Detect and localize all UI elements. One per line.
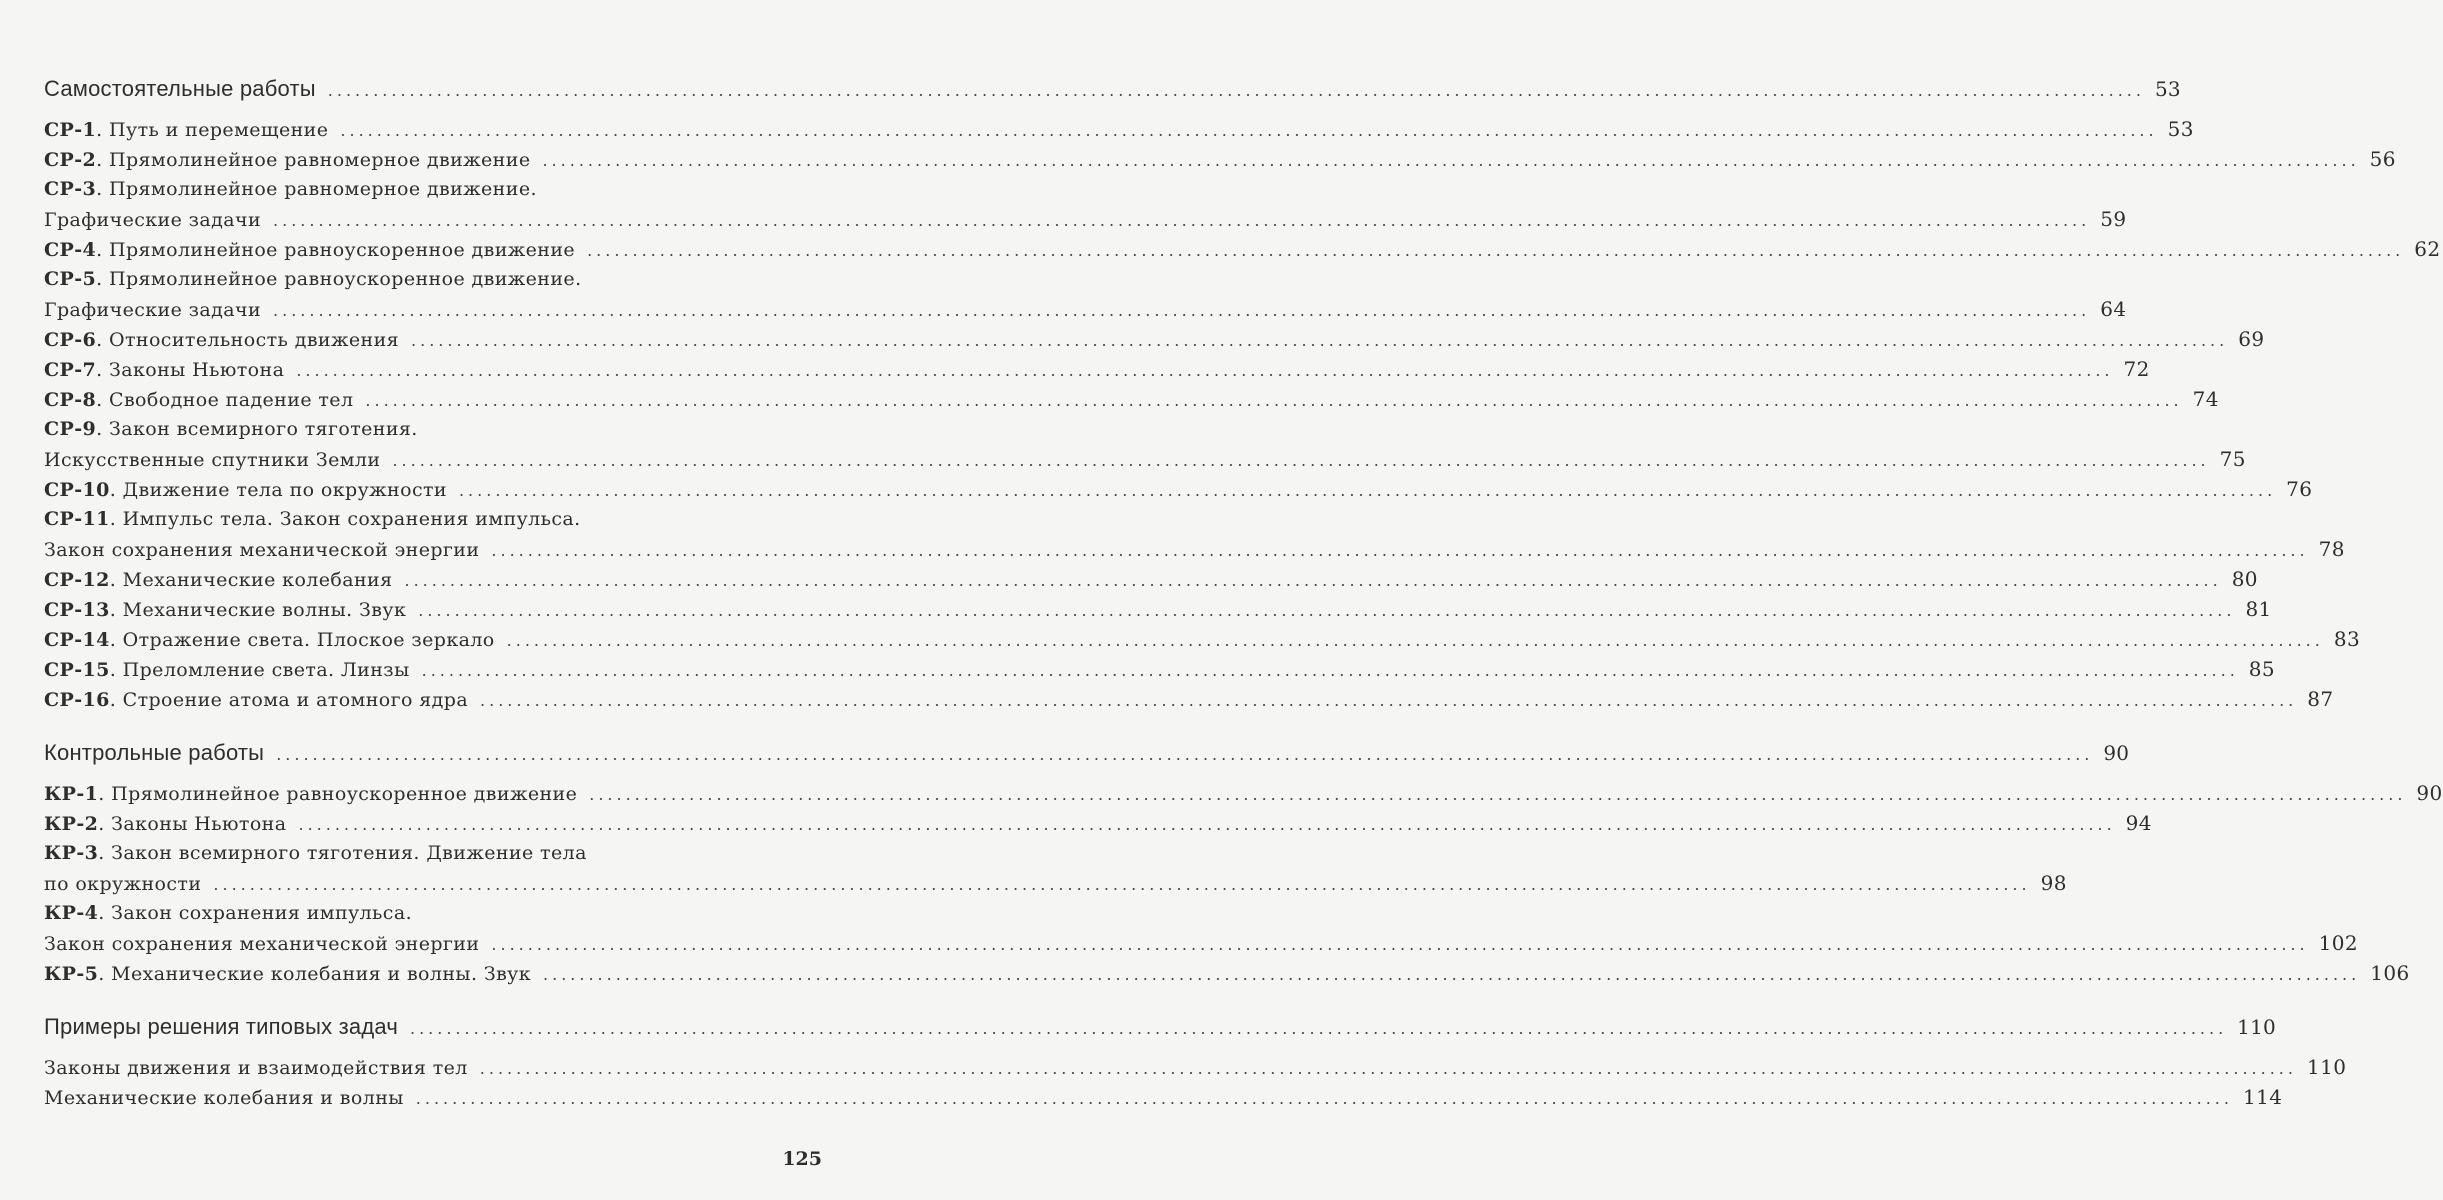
dot-leader: ........................................................................................................................................................................................................: [542, 151, 2360, 170]
entry-separator: .: [96, 329, 110, 351]
section-title: Примеры решения типовых задач: [44, 1014, 398, 1039]
entry-page: 56: [2369, 147, 2396, 171]
toc-entry: [44, 474, 2313, 504]
toc-entry-continuation: [44, 444, 2246, 474]
entry-title-continued: Графические задачи: [44, 209, 262, 231]
entry-page: 85: [2248, 657, 2276, 681]
dot-leader: ........................................................................................................................................................................................................: [392, 451, 2210, 470]
section-page: 53: [2154, 77, 2181, 101]
dot-leader: ........................................................................................................................................................................................................: [409, 1019, 2228, 1038]
entry-page: 72: [2123, 357, 2150, 381]
entry-separator: .: [96, 268, 110, 290]
toc-entry: [44, 384, 2219, 414]
entry-page: 75: [2219, 447, 2246, 471]
entry-page: 94: [2125, 811, 2152, 835]
dot-leader: ........................................................................................................................................................................................................: [365, 391, 2183, 410]
entry-title: Преломление света. Линзы: [122, 659, 410, 681]
entry-page: 76: [2286, 477, 2313, 501]
entry-separator: .: [109, 689, 123, 711]
dot-leader: ........................................................................................................................................................................................................: [273, 211, 2091, 230]
toc-entry-continuation: [44, 534, 2345, 564]
entry-separator: .: [96, 119, 110, 141]
dot-leader: ........................................................................................................................................................................................................: [213, 875, 2031, 894]
dot-leader: ........................................................................................................................................................................................................: [296, 361, 2114, 380]
dot-leader: ........................................................................................................................................................................................................: [298, 815, 2116, 834]
toc-entry: [44, 114, 2194, 144]
entry-title: Прямолинейное равномерное движение: [109, 149, 531, 171]
entry-code: СР-14: [44, 629, 110, 651]
entry-page: 64: [2100, 297, 2127, 321]
toc-entry-continuation: [44, 204, 2127, 234]
entry-title: Прямолинейное равноускоренное движение: [111, 783, 578, 805]
dot-leader: ........................................................................................................................................................................................................: [543, 965, 2361, 984]
entry-separator: .: [98, 842, 112, 864]
dot-leader: ........................................................................................................................................................................................................: [589, 785, 2407, 804]
dot-leader: ........................................................................................................................................................................................................: [421, 661, 2239, 680]
entry-title-continued: Закон сохранения механической энергии: [44, 539, 480, 561]
dot-leader: ........................................................................................................................................................................................................: [491, 541, 2309, 560]
entry-title: Механические волны. Звук: [122, 599, 407, 621]
toc-entry: [44, 144, 2396, 174]
entry-separator: .: [109, 659, 123, 681]
entry-separator: .: [98, 813, 112, 835]
toc-entry: [44, 778, 2443, 808]
toc-entry: [44, 654, 2276, 684]
entry-code: СР-2: [44, 149, 97, 171]
dot-leader: ........................................................................................................................................................................................................: [404, 571, 2222, 590]
entry-code: СР-6: [44, 329, 97, 351]
entry-separator: .: [109, 479, 123, 501]
entry-separator: .: [98, 963, 112, 985]
entry-title-continued: Искусственные спутники Земли: [44, 449, 381, 471]
entry-page: 78: [2318, 537, 2345, 561]
entry-separator: .: [109, 599, 123, 621]
entry-title: Закон сохранения импульса.: [111, 902, 413, 924]
entry-separator: .: [96, 149, 110, 171]
dot-leader: ........................................................................................................................................................................................................: [340, 121, 2158, 140]
dot-leader: ........................................................................................................................................................................................................: [273, 301, 2091, 320]
entry-title: Движение тела по окружности: [122, 479, 447, 501]
entry-code: СР-7: [44, 359, 97, 381]
dot-leader: ........................................................................................................................................................................................................: [587, 241, 2405, 260]
toc-entry: [44, 838, 824, 868]
entry-separator: .: [96, 239, 110, 261]
toc-entry: [44, 684, 2334, 714]
toc-entry: [44, 594, 2272, 624]
toc-entry: [44, 264, 824, 294]
page-number: 125: [782, 1148, 822, 1170]
section-heading: [44, 736, 2130, 770]
entry-title: Свободное падение тел: [109, 389, 354, 411]
entry-separator: .: [109, 569, 123, 591]
dot-leader: ........................................................................................................................................................................................................: [506, 631, 2324, 650]
toc-entry: [44, 354, 2150, 384]
entry-code: СР-4: [44, 239, 97, 261]
entry-page: 87: [2307, 687, 2334, 711]
toc-entry: [44, 504, 824, 534]
entry-code: СР-9: [44, 418, 97, 440]
entry-code: КР-5: [44, 963, 99, 985]
entry-page: 98: [2040, 871, 2067, 895]
entry-title: Механические колебания и волны: [44, 1087, 404, 1109]
section-page: 110: [2237, 1015, 2276, 1039]
entry-title: Строение атома и атомного ядра: [122, 689, 469, 711]
toc-entry: [44, 564, 2258, 594]
entry-title-continued: Графические задачи: [44, 299, 262, 321]
toc-entry-continuation: [44, 294, 2127, 324]
entry-code: СР-1: [44, 119, 97, 141]
entry-code: СР-10: [44, 479, 110, 501]
toc-entry: [44, 808, 2152, 838]
entry-separator: .: [96, 389, 110, 411]
entry-title: Законы движения и взаимодействия тел: [44, 1057, 468, 1079]
entry-title: Прямолинейное равноускоренное движение.: [109, 268, 582, 290]
entry-code: СР-5: [44, 268, 97, 290]
entry-code: СР-8: [44, 389, 97, 411]
entry-code: СР-15: [44, 659, 110, 681]
entry-page: 114: [2242, 1085, 2283, 1109]
entry-code: КР-1: [44, 783, 99, 805]
entry-page: 69: [2238, 327, 2265, 351]
table-of-contents: [44, 72, 2443, 1112]
entry-title: Законы Ньютона: [111, 813, 287, 835]
entry-title: Прямолинейное равноускоренное движение: [109, 239, 576, 261]
section-heading: [44, 72, 2181, 106]
entry-page: 81: [2245, 597, 2272, 621]
entry-title: Механические колебания и волны. Звук: [111, 963, 532, 985]
entry-page: 59: [2100, 207, 2127, 231]
dot-leader: ........................................................................................................................................................................................................: [479, 1059, 2297, 1078]
entry-separator: .: [96, 418, 110, 440]
dot-leader: ........................................................................................................................................................................................................: [458, 481, 2277, 500]
entry-separator: .: [98, 783, 112, 805]
toc-entry: [44, 324, 2265, 354]
entry-separator: .: [96, 359, 110, 381]
toc-entry-continuation: [44, 928, 2358, 958]
entry-separator: .: [96, 178, 110, 200]
toc-entry: [44, 898, 824, 928]
entry-page: 102: [2318, 931, 2358, 955]
entry-code: КР-3: [44, 842, 99, 864]
entry-separator: .: [109, 508, 123, 530]
dot-leader: ........................................................................................................................................................................................................: [276, 745, 2094, 764]
entry-title: Отражение света. Плоское зеркало: [122, 629, 495, 651]
entry-title: Закон всемирного тяготения.: [109, 418, 418, 440]
toc-entry: [44, 958, 2410, 988]
entry-title: Прямолинейное равномерное движение.: [109, 178, 537, 200]
entry-code: СР-13: [44, 599, 110, 621]
entry-page: 90: [2416, 781, 2443, 805]
toc-entry: [44, 174, 824, 204]
toc-entry: [44, 1082, 2283, 1112]
dot-leader: ........................................................................................................................................................................................................: [327, 81, 2145, 100]
entry-title: Механические колебания: [122, 569, 393, 591]
entry-code: СР-11: [44, 508, 110, 530]
toc-entry: [44, 414, 824, 444]
toc-entry: [44, 234, 2441, 264]
entry-code: КР-2: [44, 813, 99, 835]
entry-page: 74: [2192, 387, 2219, 411]
entry-code: СР-12: [44, 569, 110, 591]
entry-title: Относительность движения: [109, 329, 400, 351]
entry-title: Путь и перемещение: [109, 119, 329, 141]
entry-page: 106: [2370, 961, 2410, 985]
entry-code: КР-4: [44, 902, 99, 924]
section-title: Самостоятельные работы: [44, 76, 316, 101]
entry-title: Импульс тела. Закон сохранения импульса.: [122, 508, 581, 530]
entry-page: 83: [2333, 627, 2361, 651]
entry-page: 62: [2414, 237, 2441, 261]
section-title: Контрольные работы: [44, 740, 265, 765]
section-page: 90: [2103, 741, 2130, 765]
entry-title: Закон всемирного тяготения. Движение тела: [111, 842, 587, 864]
dot-leader: ........................................................................................................................................................................................................: [418, 601, 2236, 620]
entry-separator: .: [98, 902, 112, 924]
dot-leader: ........................................................................................................................................................................................................: [480, 691, 2298, 710]
entry-page: 53: [2167, 117, 2194, 141]
entry-title-continued: по окружности: [44, 873, 202, 895]
entry-separator: .: [109, 629, 123, 651]
dot-leader: ........................................................................................................................................................................................................: [415, 1089, 2233, 1108]
section-heading: [44, 1010, 2276, 1044]
dot-leader: ........................................................................................................................................................................................................: [411, 331, 2229, 350]
entry-code: СР-3: [44, 178, 97, 200]
dot-leader: ........................................................................................................................................................................................................: [491, 935, 2309, 954]
toc-entry-continuation: [44, 868, 2067, 898]
entry-page: 110: [2306, 1055, 2347, 1079]
toc-entry: [44, 1052, 2347, 1082]
entry-title-continued: Закон сохранения механической энергии: [44, 933, 480, 955]
entry-title: Законы Ньютона: [109, 359, 285, 381]
entry-page: 80: [2231, 567, 2258, 591]
entry-code: СР-16: [44, 689, 110, 711]
toc-entry: [44, 624, 2361, 654]
